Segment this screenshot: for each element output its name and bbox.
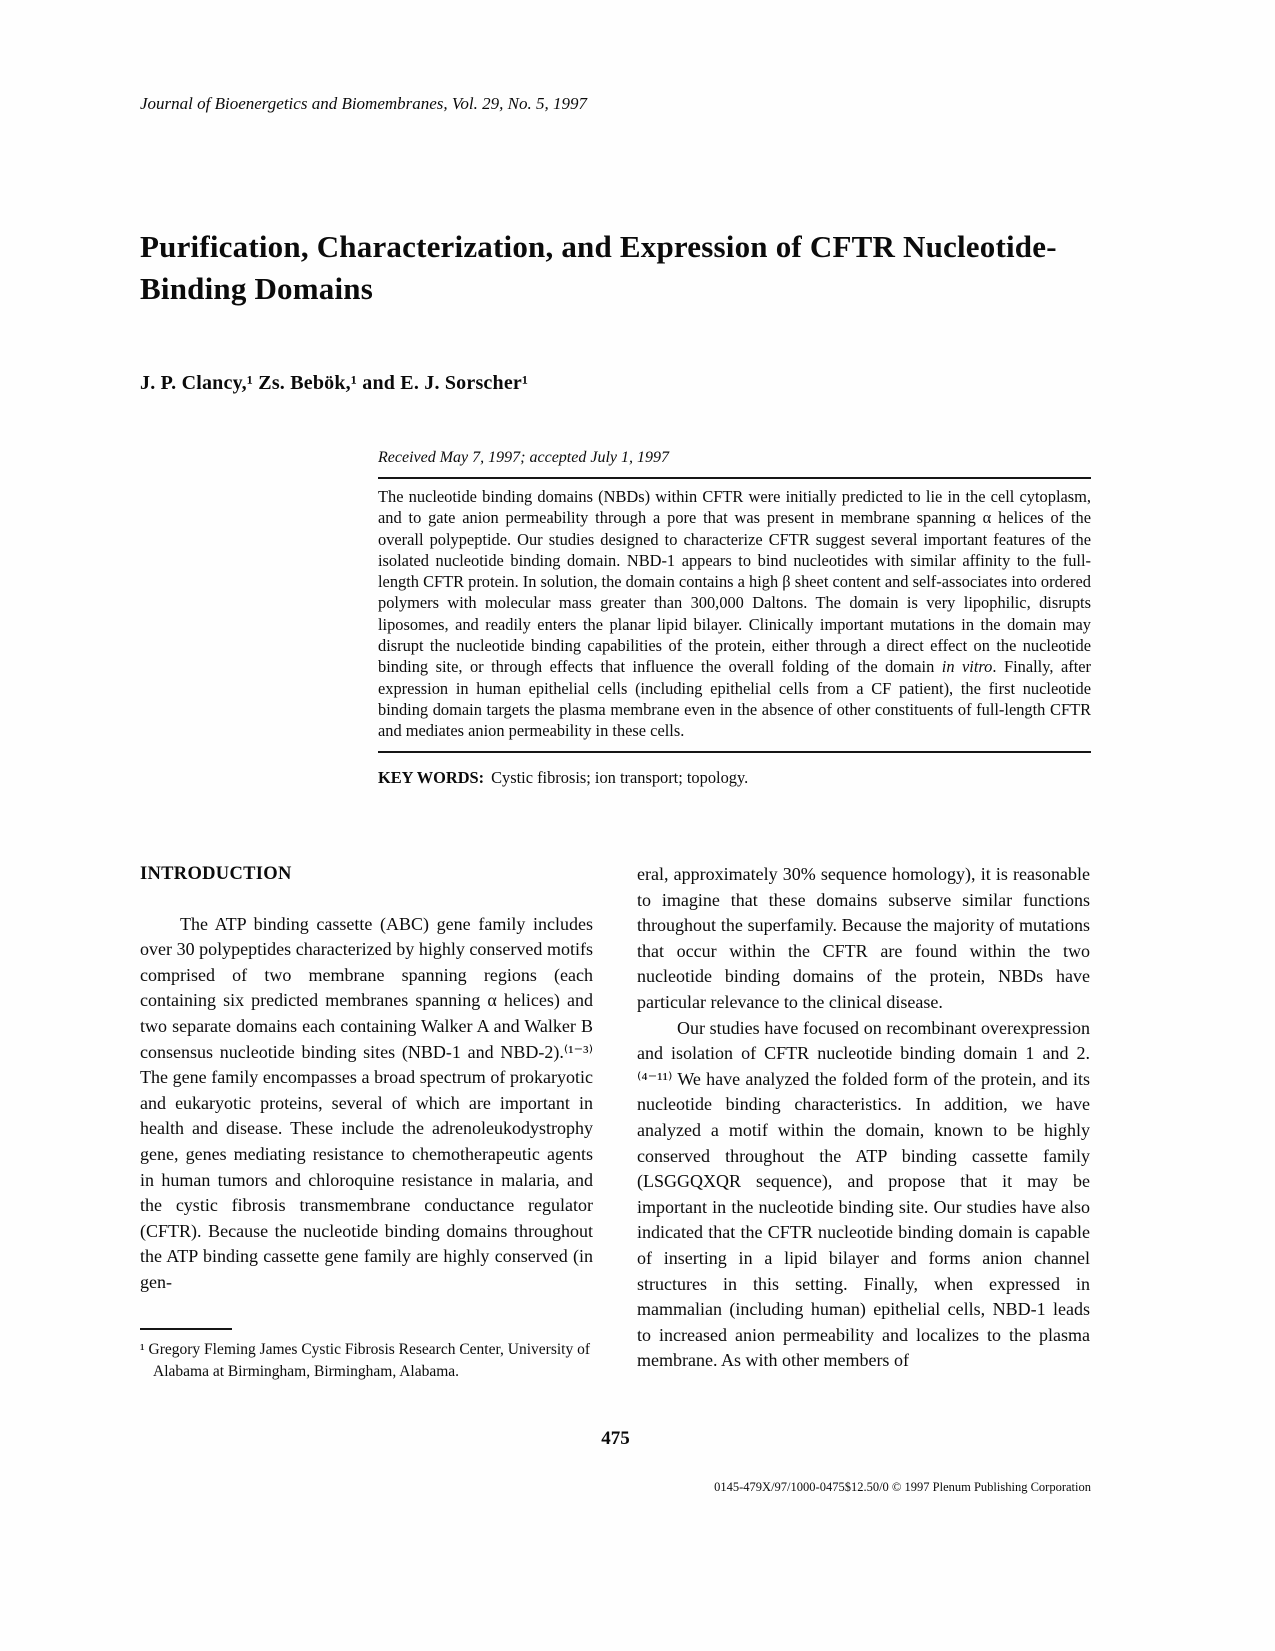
abstract-italic-phrase: in vitro [941,657,993,677]
abstract-text-part1: The nucleotide binding domains (NBDs) within CFTR were initially predicted to lie in the cell cytoplasm, and to gate anion permeability through a pore that was present in membrane spanning α helices of the overall polypeptide. Our studies designed to characterize CFTR suggest several important features of the isolated nucleotide binding domain. NBD-1 appears to bind nucleotides with similar affinity to the full-length CFTR protein. In solution, the domain contains a high β sheet content and self-associates into ordered polymers with molecular mass greater than 300,000 Daltons. The domain is very lipophilic, disrupts liposomes, and readily enters the planar lipid bilayer. Clinically important mutations in the domain may disrupt the nucleotide binding capabilities of the protein, either through a direct effect on the nucleotide binding site, or through effects that influence the overall folding of the domain [378,487,1091,677]
introduction-paragraph: The ATP binding cassette (ABC) gene family includes over 30 polypeptides characterized by highly conserved motifs comprised of two membrane spanning regions (each containing six predicted membranes spanning α helices) and two separate domains each containing Walker A and Walker B consensus nucleotide binding sites (NBD-1 and NBD-2).⁽¹⁻³⁾ The gene family encompasses a broad spectrum of prokaryotic and eukaryotic proteins, several of which are important in health and disease. These include the adrenoleukodystrophy gene, genes mediating resistance to chemotherapeutic agents in human tumors and chloroquine resistance in malaria, and the cystic fibrosis transmembrane conductance regulator (CFTR). Because the nucleotide binding domains throughout the ATP binding cassette gene family are highly conserved (in gen- [140,913,593,1292]
introduction-heading: INTRODUCTION [140,864,292,884]
right-column [637,862,1090,1374]
abstract-bottom-rule [378,751,1091,753]
footnote [140,1328,605,1382]
right-column-paragraph-2: Our studies have focused on recombinant overexpression and isolation of CFTR nucleotide binding domain 1 and 2.⁽⁴⁻¹¹⁾ We have analyzed the folded form of the protein, and its nucleotide binding characteristics. In addition, we have analyzed a motif within the domain, known to be highly conserved throughout the ATP binding cassette family (LSGGQXQR sequence), and propose that it may be important in the nucleotide binding site. Our studies have also indicated that the CFTR nucleotide binding domain is capable of inserting in a lipid bilayer and forms anion channel structures in this setting. Finally, when expressed in mammalian (including human) epithelial cells, NBD-1 leads to increased anion permeability and localizes to the plasma membrane. As with other members of [637,1017,1090,1371]
footnote-text: ¹ Gregory Fleming James Cystic Fibrosis Research Center, University of Alabama at Birmingham, Birmingham, Alabama. [140,1341,591,1380]
paper-title: Purification, Characterization, and Expression of CFTR Nucleotide-Binding Domains [140,229,1057,306]
page-number: 475 [601,1428,630,1449]
keywords-text: Cystic fibrosis; ion transport; topology. [491,767,749,787]
journal-header: Journal of Bioenergetics and Biomembranes, Vol. 29, No. 5, 1997 [140,94,587,113]
abstract-text-part2: . Finally, after expression in human epithelial cells (including epithelial cells from a CF patient), the first nucleotide binding domain targets the plasma membrane even in the absence of other constituents of full-length CFTR and mediates anion permeability in these cells. [378,657,1091,741]
footnote-rule [140,1328,232,1330]
left-column [140,862,593,1374]
copyright-line: 0145-479X/97/1000-0475$12.50/0 © 1997 Plenum Publishing Corporation [714,1480,1091,1494]
abstract-block [378,449,1091,788]
right-column-paragraph-1: eral, approximately 30% sequence homology), it is reasonable to imagine that these domains subserve similar functions throughout the superfamily. Because the majority of mutations that occur within the CFTR are found within the two nucleotide binding domains of the protein, NBDs have particular relevance to the clinical disease. [637,864,1090,1012]
abstract-text [378,479,1091,751]
two-column-body [140,862,1091,1374]
authors-line: J. P. Clancy,¹ Zs. Bebök,¹ and E. J. Sorscher¹ [140,372,529,394]
keywords-label: KEY WORDS: [378,767,485,787]
keywords-line [378,768,1091,788]
received-accepted-line: Received May 7, 1997; accepted July 1, 1997 [378,449,669,466]
